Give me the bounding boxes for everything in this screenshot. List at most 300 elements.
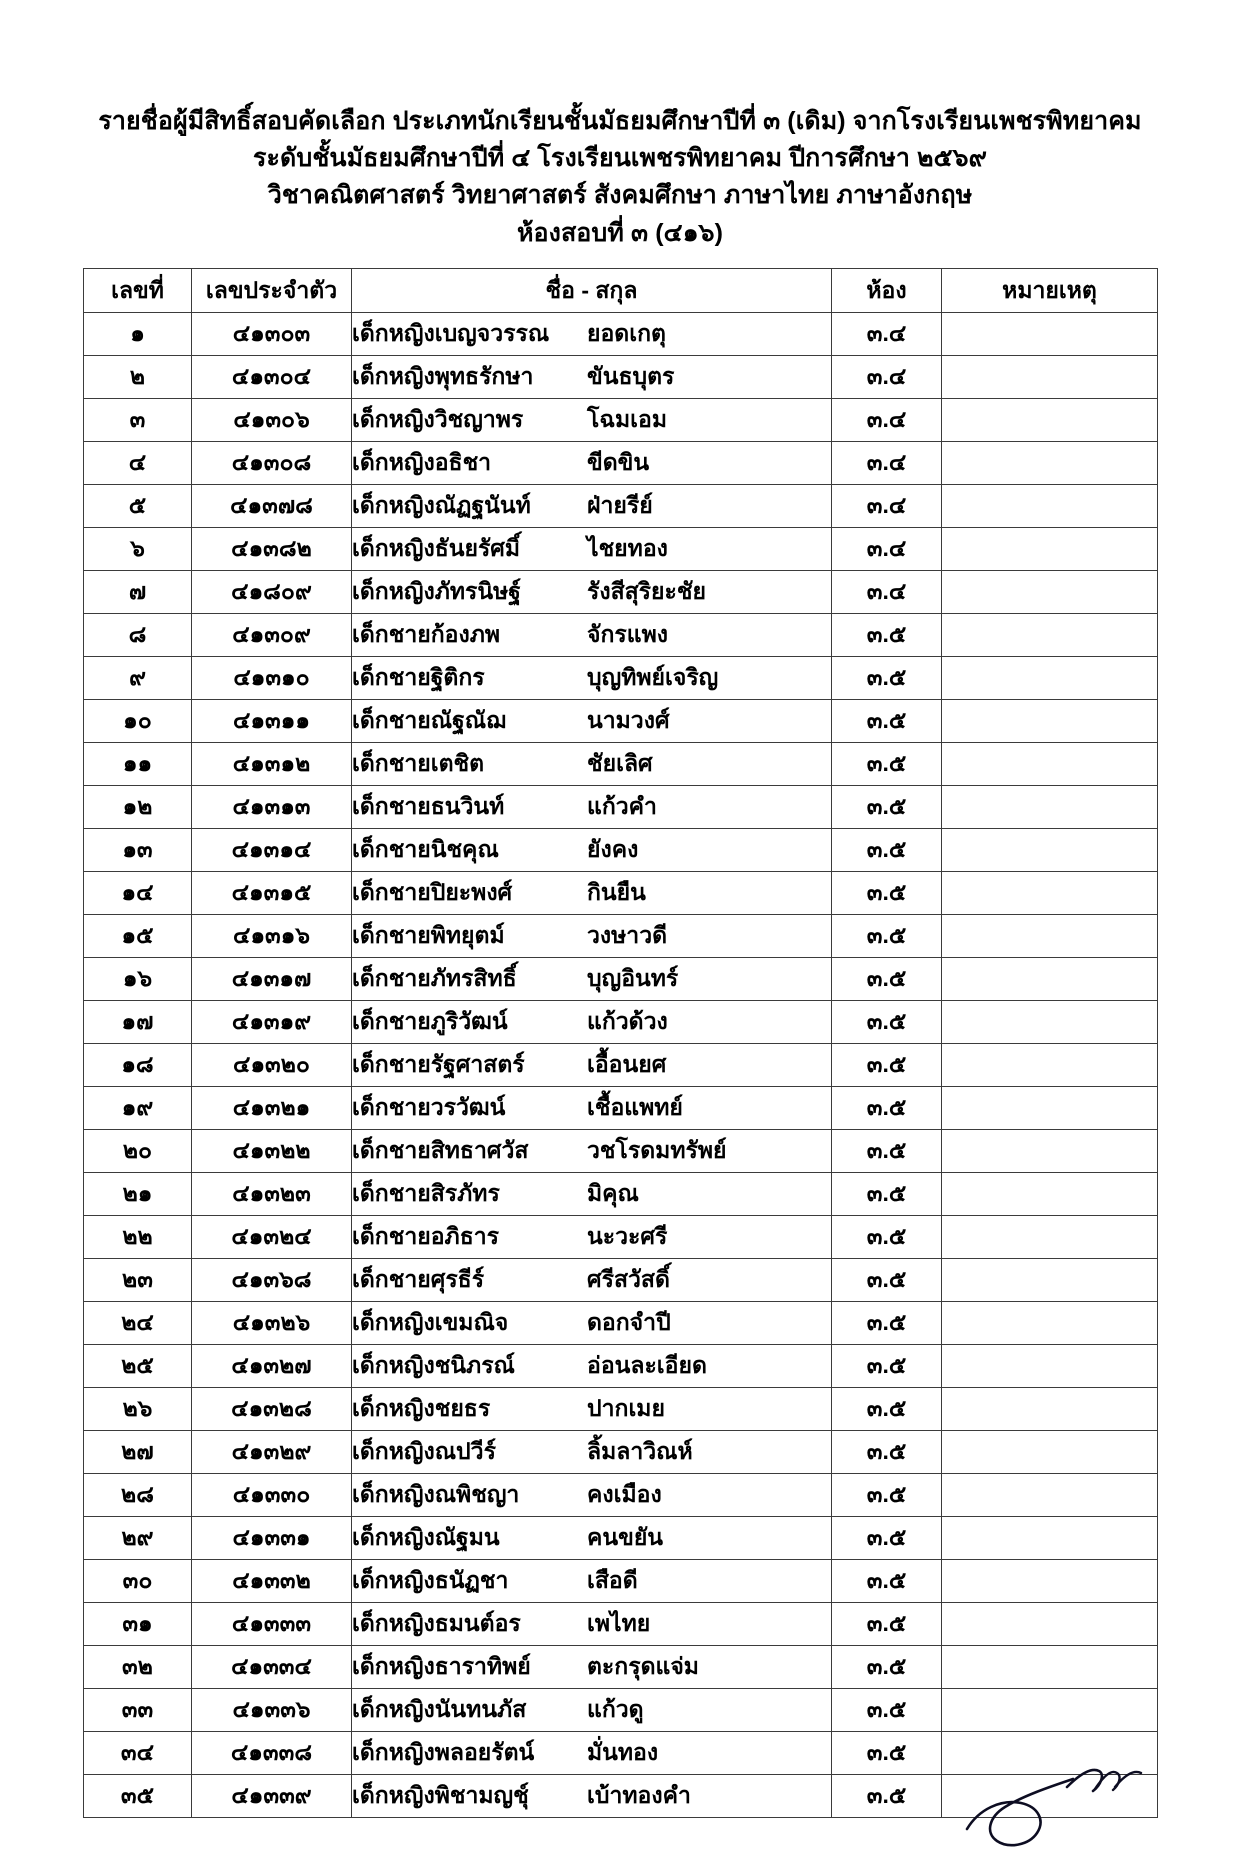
cell-student-id: ๔๑๓๒๑ <box>192 1087 352 1130</box>
cell-note <box>942 614 1158 657</box>
cell-name <box>352 1431 832 1474</box>
name-group <box>352 1348 831 1384</box>
cell-no: ๑๘ <box>84 1044 192 1087</box>
table-row <box>84 614 1158 657</box>
name-group <box>352 1047 831 1083</box>
name-group <box>352 1133 831 1169</box>
table-header <box>84 269 1158 313</box>
given-name: เด็กหญิงณัฐมน <box>352 1524 500 1550</box>
given-name: เด็กชายเตชิต <box>352 750 485 776</box>
cell-no: ๓๒ <box>84 1646 192 1689</box>
given-name: เด็กหญิงวิชญาพร <box>352 406 524 432</box>
cell-student-id: ๔๑๓๑๖ <box>192 915 352 958</box>
cell-no: ๒๘ <box>84 1474 192 1517</box>
family-name: วชโรดมทรัพย์ <box>587 1137 727 1163</box>
cell-note <box>942 1087 1158 1130</box>
family-name: ยอดเกตุ <box>587 320 666 346</box>
given-name: เด็กหญิงธาราทิพย์ <box>352 1653 531 1679</box>
cell-student-id: ๔๑๓๓๖ <box>192 1689 352 1732</box>
table-row <box>84 1775 1158 1818</box>
cell-note <box>942 958 1158 1001</box>
cell-note <box>942 1560 1158 1603</box>
column-header-room: ห้อง <box>832 269 942 313</box>
cell-name <box>352 1560 832 1603</box>
cell-note <box>942 1302 1158 1345</box>
name-group <box>352 1778 831 1814</box>
name-group <box>352 1176 831 1212</box>
given-name: เด็กชายธนวินท์ <box>352 793 505 819</box>
cell-room: ๓.๕ <box>832 1474 942 1517</box>
cell-no: ๓๑ <box>84 1603 192 1646</box>
cell-room: ๓.๕ <box>832 1775 942 1818</box>
cell-no: ๒๐ <box>84 1130 192 1173</box>
given-name: เด็กชายอภิธาร <box>352 1223 500 1249</box>
cell-room: ๓.๕ <box>832 657 942 700</box>
table-row <box>84 1044 1158 1087</box>
table-row <box>84 786 1158 829</box>
name-group <box>352 1262 831 1298</box>
family-name: ฝ่ายรีย์ <box>587 492 653 518</box>
table-row <box>84 399 1158 442</box>
cell-note <box>942 1173 1158 1216</box>
cell-no: ๑๖ <box>84 958 192 1001</box>
cell-student-id: ๔๑๓๐๔ <box>192 356 352 399</box>
cell-student-id: ๔๑๓๒๒ <box>192 1130 352 1173</box>
cell-student-id: ๔๑๓๐๓ <box>192 313 352 356</box>
table-body <box>84 313 1158 1818</box>
given-name: เด็กหญิงพิชามญชุ์ <box>352 1782 529 1808</box>
cell-room: ๓.๕ <box>832 1517 942 1560</box>
given-name: เด็กชายสิทธาศวัส <box>352 1137 529 1163</box>
table-row <box>84 528 1158 571</box>
given-name: เด็กชายภัทรสิทธิ์ <box>352 965 517 991</box>
cell-note <box>942 1130 1158 1173</box>
cell-no: ๒๗ <box>84 1431 192 1474</box>
cell-student-id: ๔๑๓๓๔ <box>192 1646 352 1689</box>
cell-name <box>352 1775 832 1818</box>
cell-note <box>942 1388 1158 1431</box>
cell-no: ๒๙ <box>84 1517 192 1560</box>
table-row <box>84 1474 1158 1517</box>
family-name: ชัยเลิศ <box>587 750 653 776</box>
cell-room: ๓.๕ <box>832 872 942 915</box>
cell-note <box>942 485 1158 528</box>
cell-student-id: ๔๑๓๐๘ <box>192 442 352 485</box>
cell-note <box>942 313 1158 356</box>
cell-no: ๒๓ <box>84 1259 192 1302</box>
cell-no: ๑๙ <box>84 1087 192 1130</box>
given-name: เด็กชายปิยะพงศ์ <box>352 879 513 905</box>
cell-note <box>942 1345 1158 1388</box>
family-name: นะวะศรี <box>587 1223 668 1249</box>
cell-room: ๓.๕ <box>832 1345 942 1388</box>
given-name: เด็กหญิงชยธร <box>352 1395 491 1421</box>
cell-room: ๓.๔ <box>832 485 942 528</box>
cell-name <box>352 442 832 485</box>
family-name: ศรีสวัสดิ์ <box>587 1266 670 1292</box>
cell-room: ๓.๕ <box>832 786 942 829</box>
cell-no: ๑๗ <box>84 1001 192 1044</box>
family-name: ลิ้มลาวิณห์ <box>587 1438 693 1464</box>
given-name: เด็กหญิงณัฏฐนันท์ <box>352 492 531 518</box>
table-row <box>84 743 1158 786</box>
family-name: อ่อนละเอียด <box>587 1352 707 1378</box>
table-row <box>84 872 1158 915</box>
given-name: เด็กชายสิรภัทร <box>352 1180 500 1206</box>
cell-no: ๘ <box>84 614 192 657</box>
family-name: บุญทิพย์เจริญ <box>587 664 719 690</box>
cell-note <box>942 1732 1158 1775</box>
given-name: เด็กชายฐิติกร <box>352 664 485 690</box>
given-name: เด็กหญิงนันทนภัส <box>352 1696 527 1722</box>
family-name: ยังคง <box>587 836 639 862</box>
family-name: เบ้าทองคำ <box>587 1782 691 1808</box>
table-row <box>84 1173 1158 1216</box>
table-row <box>84 485 1158 528</box>
cell-name <box>352 313 832 356</box>
cell-note <box>942 743 1158 786</box>
column-header-note: หมายเหตุ <box>942 269 1158 313</box>
given-name: เด็กหญิงธันยรัศมิ์ <box>352 535 521 561</box>
name-group <box>352 1219 831 1255</box>
cell-student-id: ๔๑๓๒๐ <box>192 1044 352 1087</box>
cell-student-id: ๔๑๓๒๔ <box>192 1216 352 1259</box>
cell-student-id: ๔๑๓๒๗ <box>192 1345 352 1388</box>
family-name: เสือดี <box>587 1567 638 1593</box>
cell-note <box>942 1259 1158 1302</box>
cell-note <box>942 872 1158 915</box>
table-row <box>84 1130 1158 1173</box>
cell-student-id: ๔๑๓๒๙ <box>192 1431 352 1474</box>
cell-name <box>352 700 832 743</box>
family-name: ขีดขิน <box>587 449 650 475</box>
roster-table-container <box>83 268 1157 1818</box>
cell-no: ๙ <box>84 657 192 700</box>
cell-name <box>352 1388 832 1431</box>
family-name: ไชยทอง <box>587 535 668 561</box>
table-row <box>84 1388 1158 1431</box>
cell-no: ๒๕ <box>84 1345 192 1388</box>
table-row <box>84 571 1158 614</box>
name-group <box>352 617 831 653</box>
name-group <box>352 875 831 911</box>
family-name: บุญอินทร์ <box>587 965 679 991</box>
cell-student-id: ๔๑๓๑๗ <box>192 958 352 1001</box>
title-line-4: ห้องสอบที่ ๓ (๔๑๖) <box>516 219 724 247</box>
family-name: เชื้อแพทย์ <box>587 1094 683 1120</box>
cell-student-id: ๔๑๓๑๔ <box>192 829 352 872</box>
cell-student-id: ๔๑๓๘๒ <box>192 528 352 571</box>
cell-student-id: ๔๑๓๖๘ <box>192 1259 352 1302</box>
cell-room: ๓.๔ <box>832 528 942 571</box>
cell-name <box>352 829 832 872</box>
name-group <box>352 531 831 567</box>
cell-room: ๓.๕ <box>832 1044 942 1087</box>
cell-name <box>352 743 832 786</box>
cell-name <box>352 571 832 614</box>
cell-name <box>352 1474 832 1517</box>
cell-name <box>352 872 832 915</box>
name-group <box>352 1305 831 1341</box>
cell-name <box>352 657 832 700</box>
table-header-row <box>84 269 1158 313</box>
cell-no: ๑๕ <box>84 915 192 958</box>
table-row <box>84 356 1158 399</box>
table-row <box>84 1345 1158 1388</box>
cell-student-id: ๔๑๓๐๙ <box>192 614 352 657</box>
cell-room: ๓.๕ <box>832 1259 942 1302</box>
family-name: แก้วดู <box>587 1696 644 1722</box>
cell-name <box>352 786 832 829</box>
cell-note <box>942 786 1158 829</box>
cell-note <box>942 700 1158 743</box>
given-name: เด็กชายนิชคุณ <box>352 836 499 862</box>
cell-no: ๑๑ <box>84 743 192 786</box>
name-group <box>352 703 831 739</box>
given-name: เด็กหญิงพลอยรัตน์ <box>352 1739 535 1765</box>
cell-student-id: ๔๑๓๒๘ <box>192 1388 352 1431</box>
cell-no: ๖ <box>84 528 192 571</box>
cell-student-id: ๔๑๓๗๘ <box>192 485 352 528</box>
cell-no: ๑๓ <box>84 829 192 872</box>
name-group <box>352 1606 831 1642</box>
table-row <box>84 1603 1158 1646</box>
cell-no: ๒๖ <box>84 1388 192 1431</box>
cell-room: ๓.๕ <box>832 1646 942 1689</box>
family-name: โฉมเอม <box>587 406 668 432</box>
title-line-1: รายชื่อผู้มีสิทธิ์สอบคัดเลือก ประเภทนักเรียนชั้นมัธยมศึกษาปีที่ ๓ (เดิม) จากโรงเรียนเพชรพิทยาคม <box>98 107 1142 135</box>
cell-note <box>942 1517 1158 1560</box>
cell-room: ๓.๕ <box>832 1001 942 1044</box>
table-row <box>84 1087 1158 1130</box>
cell-name <box>352 614 832 657</box>
title-line-3: วิชาคณิตศาสตร์ วิทยาศาสตร์ สังคมศึกษา ภาษาไทย ภาษาอังกฤษ <box>267 181 973 209</box>
cell-note <box>942 1603 1158 1646</box>
cell-student-id: ๔๑๓๑๕ <box>192 872 352 915</box>
given-name: เด็กหญิงเบญจวรรณ <box>352 320 550 346</box>
name-group <box>352 402 831 438</box>
name-group <box>352 1477 831 1513</box>
cell-name <box>352 1345 832 1388</box>
name-group <box>352 1649 831 1685</box>
cell-room: ๓.๕ <box>832 829 942 872</box>
name-group <box>352 359 831 395</box>
cell-no: ๒๔ <box>84 1302 192 1345</box>
cell-name <box>352 1732 832 1775</box>
cell-name <box>352 958 832 1001</box>
table-row <box>84 1001 1158 1044</box>
cell-student-id: ๔๑๓๑๒ <box>192 743 352 786</box>
cell-room: ๓.๕ <box>832 1130 942 1173</box>
cell-room: ๓.๕ <box>832 1560 942 1603</box>
cell-name <box>352 1259 832 1302</box>
family-name: กินยืน <box>587 879 646 905</box>
cell-note <box>942 1775 1158 1818</box>
given-name: เด็กหญิงธมนต์อร <box>352 1610 521 1636</box>
cell-room: ๓.๕ <box>832 1087 942 1130</box>
cell-no: ๑๐ <box>84 700 192 743</box>
cell-room: ๓.๕ <box>832 915 942 958</box>
name-group <box>352 1735 831 1771</box>
cell-no: ๑๔ <box>84 872 192 915</box>
name-group <box>352 488 831 524</box>
given-name: เด็กหญิงอธิชา <box>352 449 492 475</box>
cell-no: ๕ <box>84 485 192 528</box>
cell-room: ๓.๕ <box>832 1302 942 1345</box>
table-row <box>84 1560 1158 1603</box>
cell-student-id: ๔๑๓๒๖ <box>192 1302 352 1345</box>
family-name: คงเมือง <box>587 1481 662 1507</box>
cell-room: ๓.๕ <box>832 614 942 657</box>
family-name: แก้วคำ <box>587 793 657 819</box>
name-group <box>352 832 831 868</box>
column-header-no: เลขที่ <box>84 269 192 313</box>
given-name: เด็กหญิงพุทธรักษา <box>352 363 534 389</box>
name-group <box>352 574 831 610</box>
family-name: ปากเมย <box>587 1395 665 1421</box>
column-header-student-id: เลขประจำตัว <box>192 269 352 313</box>
table-row <box>84 700 1158 743</box>
given-name: เด็กชายณัฐณัฌ <box>352 707 506 733</box>
document-header <box>0 0 1240 250</box>
cell-room: ๓.๕ <box>832 700 942 743</box>
cell-student-id: ๔๑๓๓๙ <box>192 1775 352 1818</box>
table-row <box>84 1302 1158 1345</box>
given-name: เด็กหญิงณพิชญา <box>352 1481 520 1507</box>
family-name: แก้วด้วง <box>587 1008 668 1034</box>
cell-student-id: ๔๑๓๓๘ <box>192 1732 352 1775</box>
cell-student-id: ๔๑๓๑๙ <box>192 1001 352 1044</box>
cell-no: ๓๐ <box>84 1560 192 1603</box>
cell-student-id: ๔๑๓๑๑ <box>192 700 352 743</box>
cell-name <box>352 1689 832 1732</box>
given-name: เด็กชายวรวัฒน์ <box>352 1094 506 1120</box>
cell-name <box>352 356 832 399</box>
cell-note <box>942 1646 1158 1689</box>
cell-room: ๓.๕ <box>832 1603 942 1646</box>
cell-name <box>352 485 832 528</box>
cell-student-id: ๔๑๓๑๐ <box>192 657 352 700</box>
family-name: เพไทย <box>587 1610 651 1636</box>
cell-no: ๑ <box>84 313 192 356</box>
cell-note <box>942 1431 1158 1474</box>
given-name: เด็กหญิงธนัฏชา <box>352 1567 509 1593</box>
cell-no: ๑๒ <box>84 786 192 829</box>
cell-note <box>942 915 1158 958</box>
cell-no: ๗ <box>84 571 192 614</box>
table-row <box>84 958 1158 1001</box>
cell-name <box>352 528 832 571</box>
family-name: นามวงศ์ <box>587 707 670 733</box>
cell-name <box>352 1603 832 1646</box>
given-name: เด็กหญิงณปวีร์ <box>352 1438 496 1464</box>
cell-room: ๓.๔ <box>832 571 942 614</box>
cell-room: ๓.๕ <box>832 958 942 1001</box>
cell-student-id: ๔๑๓๒๓ <box>192 1173 352 1216</box>
cell-name <box>352 1087 832 1130</box>
cell-student-id: ๔๑๓๓๑ <box>192 1517 352 1560</box>
family-name: ขันธบุตร <box>587 363 675 389</box>
cell-name <box>352 1044 832 1087</box>
cell-note <box>942 528 1158 571</box>
cell-name <box>352 399 832 442</box>
cell-note <box>942 1044 1158 1087</box>
cell-room: ๓.๕ <box>832 743 942 786</box>
table-row <box>84 1431 1158 1474</box>
family-name: วงษาวดี <box>587 922 668 948</box>
name-group <box>352 1692 831 1728</box>
cell-no: ๓๓ <box>84 1689 192 1732</box>
family-name: ดอกจำปี <box>587 1309 671 1335</box>
table-row <box>84 442 1158 485</box>
cell-name <box>352 1646 832 1689</box>
name-group <box>352 1563 831 1599</box>
cell-room: ๓.๔ <box>832 442 942 485</box>
title-line-2: ระดับชั้นมัธยมศึกษาปีที่ ๔ โรงเรียนเพชรพิทยาคม ปีการศึกษา ๒๕๖๙ <box>252 144 988 172</box>
cell-name <box>352 1130 832 1173</box>
family-name: มั่นทอง <box>587 1739 659 1765</box>
cell-no: ๒๑ <box>84 1173 192 1216</box>
cell-student-id: ๔๑๓๐๖ <box>192 399 352 442</box>
family-name: ตะกรุดแจ่ม <box>587 1653 699 1679</box>
cell-no: ๒ <box>84 356 192 399</box>
name-group <box>352 746 831 782</box>
family-name: เอื้อนยศ <box>587 1051 667 1077</box>
cell-room: ๓.๕ <box>832 1173 942 1216</box>
cell-name <box>352 1216 832 1259</box>
given-name: เด็กหญิงชนิภรณ์ <box>352 1352 515 1378</box>
cell-no: ๔ <box>84 442 192 485</box>
given-name: เด็กชายก้องภพ <box>352 621 501 647</box>
cell-no: ๒๒ <box>84 1216 192 1259</box>
cell-note <box>942 356 1158 399</box>
cell-room: ๓.๕ <box>832 1388 942 1431</box>
cell-room: ๓.๕ <box>832 1732 942 1775</box>
table-row <box>84 657 1158 700</box>
cell-name <box>352 915 832 958</box>
given-name: เด็กหญิงเขมณิจ <box>352 1309 509 1335</box>
cell-note <box>942 1474 1158 1517</box>
given-name: เด็กชายศุรธีร์ <box>352 1266 485 1292</box>
table-row <box>84 829 1158 872</box>
cell-name <box>352 1517 832 1560</box>
cell-note <box>942 1001 1158 1044</box>
name-group <box>352 1004 831 1040</box>
cell-note <box>942 1689 1158 1732</box>
name-group <box>352 961 831 997</box>
cell-room: ๓.๔ <box>832 313 942 356</box>
table-row <box>84 1517 1158 1560</box>
cell-student-id: ๔๑๘๐๙ <box>192 571 352 614</box>
given-name: เด็กชายรัฐศาสตร์ <box>352 1051 525 1077</box>
cell-room: ๓.๕ <box>832 1216 942 1259</box>
cell-student-id: ๔๑๓๑๓ <box>192 786 352 829</box>
name-group <box>352 660 831 696</box>
roster-table <box>83 268 1158 1818</box>
cell-note <box>942 571 1158 614</box>
table-row <box>84 313 1158 356</box>
table-row <box>84 1689 1158 1732</box>
cell-student-id: ๔๑๓๓๓ <box>192 1603 352 1646</box>
name-group <box>352 1434 831 1470</box>
table-row <box>84 915 1158 958</box>
cell-note <box>942 442 1158 485</box>
cell-note <box>942 657 1158 700</box>
cell-note <box>942 1216 1158 1259</box>
cell-note <box>942 829 1158 872</box>
name-group <box>352 1520 831 1556</box>
table-row <box>84 1646 1158 1689</box>
